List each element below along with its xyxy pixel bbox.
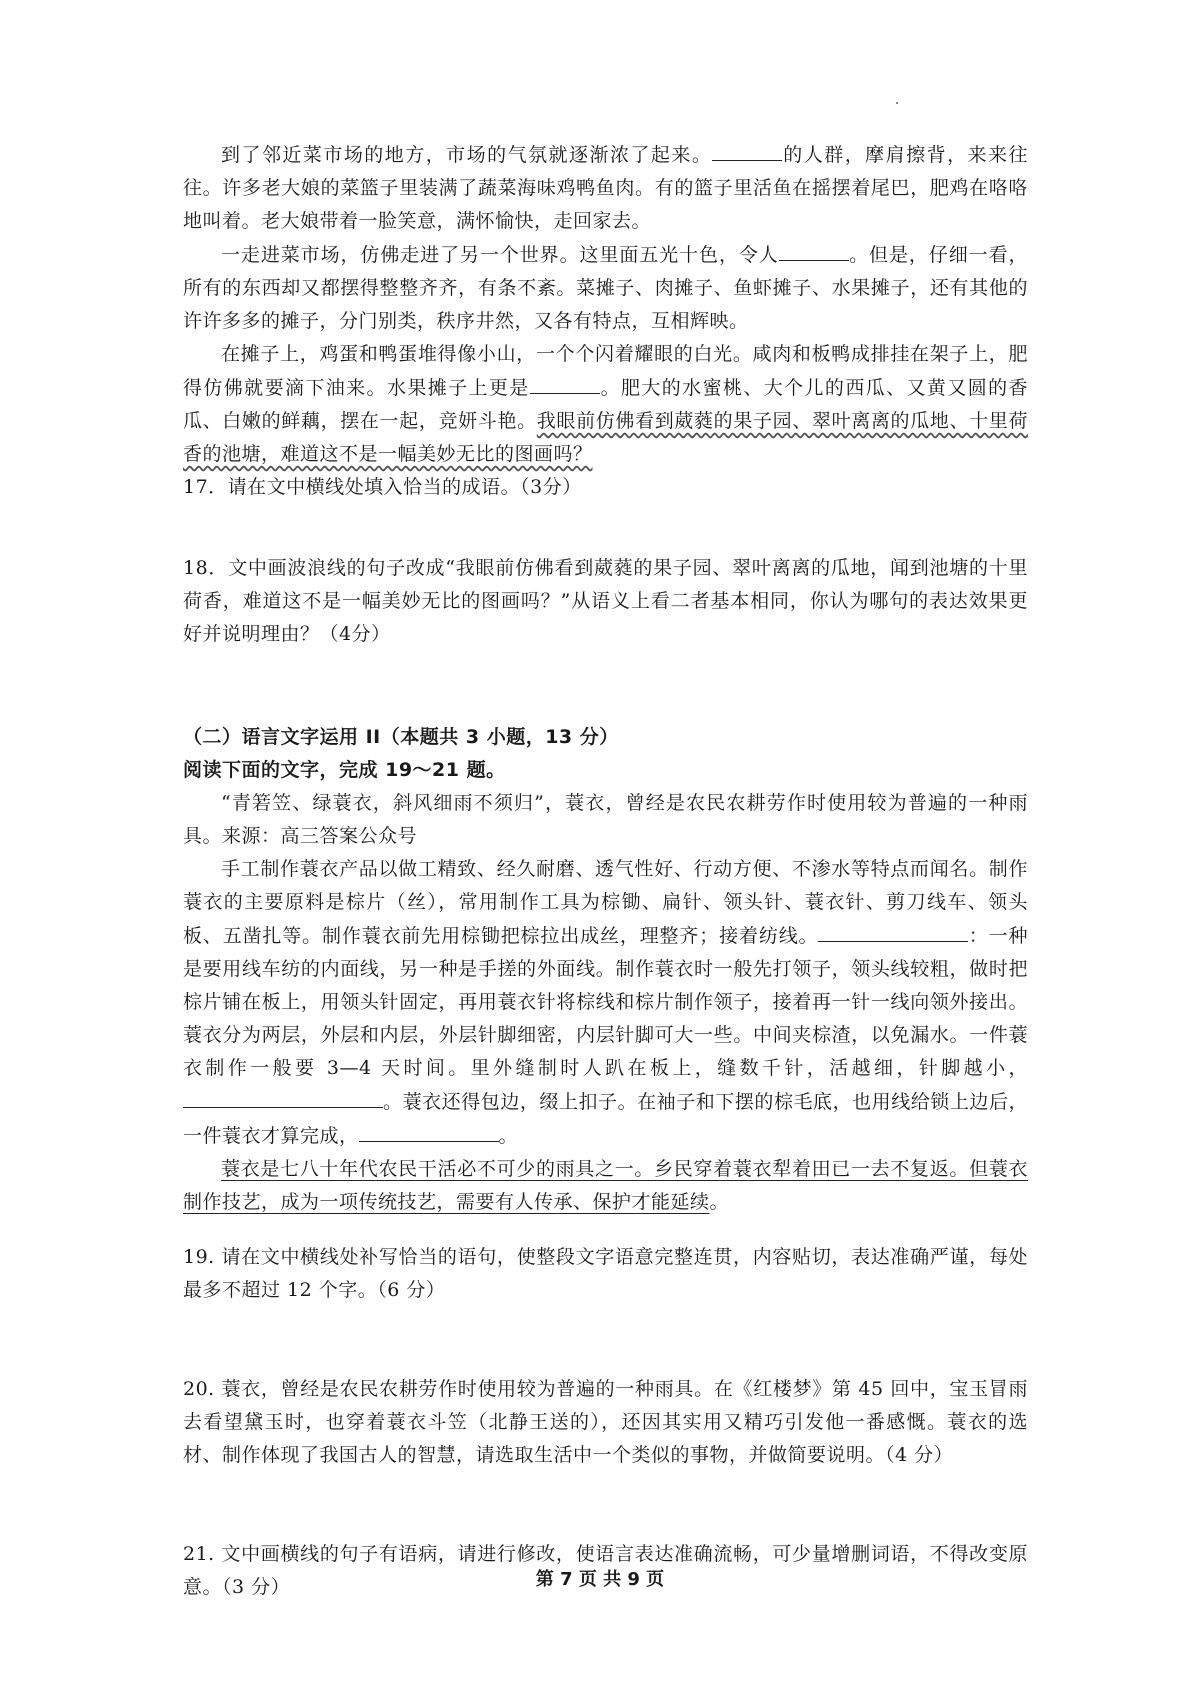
question-17: 17．请在文中横线处填入恰当的成语。（3分） <box>183 476 582 498</box>
passage2-para2-start: 手工制作蓑衣产品以做工精致、经久耐磨、透气性好、行动方便、不渗水等特点而闻名。制作蓑衣的主要原料是棕片（丝），常用制作工具为棕锄、扁针、领头针、蓑衣针、剪刀线车、领头板、五凿扎等。制作蓑衣前先用棕锄把棕拉出成丝，理整齐；接着纺线。 <box>183 858 1028 947</box>
answer-space-20 <box>183 1472 1028 1538</box>
passage1-para2-start: 一走进菜市场，仿佛走进了另一个世界。这里面五光十色，令人 <box>221 244 779 266</box>
question-21: 21. 文中画横线的句子有语病，请进行修改，使语言表达准确流畅，可少量增删词语，不得改变原意。（3 分） <box>183 1543 1028 1598</box>
passage1-paragraph-1 <box>183 138 1028 238</box>
answer-blank-19b <box>183 1085 383 1108</box>
passage1-para2-rest: 。但是，仔细一看，所有的东西却又都摆得整整齐齐，有条不紊。菜摊子、肉摊子、鱼虾摊子、水果摊子，还有其他的许许多多的摊子，分门别类，秩序井然，又各有特点，互相辉映。 <box>183 244 1028 332</box>
passage2-paragraph-1: “青箬笠、绿蓑衣，斜风细雨不须归”，蓑衣，曾经是农民农耕劳作时使用较为普遍的一种雨具。来源：高三答案公众号 <box>183 792 1028 847</box>
exam-page-content <box>183 138 1028 1604</box>
question-19: 19. 请在文中横线处补写恰当的语句，使整段文字语意完整连贯，内容贴切，表达准确严谨，每处最多不超过 12 个字。（6 分） <box>183 1246 1028 1301</box>
passage2-paragraph-3 <box>183 1153 1028 1219</box>
passage1-paragraph-3 <box>183 338 1028 471</box>
section-2-instruction: 阅读下面的文字，完成 19～21 题。 <box>183 759 506 781</box>
answer-blank-19c <box>359 1119 499 1142</box>
answer-space-17 <box>183 504 1028 552</box>
passage2-para2-middle: ：一种是要用线车纺的内面线，另一种是手搓的外面线。制作蓑衣时一般先打领子，领头线较粗，做时把棕片铺在板上，用领头针固定，再用蓑衣针将棕线和棕片制作领子，接着再一针一线向领外接出。蓑衣分为两层，外层和内层，外层针脚细密，内层针脚可大一些。中间夹棕渣，以免漏水。一件蓑衣制作一般要 3—4 天时间。里外缝制时人趴在板上，缝数千针，活越细，针脚越小， <box>183 925 1028 1079</box>
passage1-paragraph-2 <box>183 238 1028 338</box>
passage2-paragraph-2 <box>183 853 1028 1153</box>
scan-speck <box>896 102 898 104</box>
passage1-para1-start: 到了邻近菜市场的地方，市场的气氛就逐渐浓了起来。 <box>221 144 713 166</box>
question-20: 20. 蓑衣，曾经是农民农耕劳作时使用较为普遍的一种雨具。在《红楼梦》第 45 回中，宝玉冒雨去看望黛玉时，也穿着蓑衣斗笠（北静王送的），还因其实用又精巧引发他一番感慨。蓑衣的选材、制作体现了我国古人的智慧，请选取生活中一个类似的事物，并做简要说明。（4 分） <box>183 1378 1028 1466</box>
passage1-para3-start: 在摊子上，鸡蛋和鸭蛋堆得像小山，一个个闪着耀眼的白光。咸肉和板鸭成排挂在架子上，肥得仿佛就要滴下油来。水果摊子上更是 <box>183 343 1028 399</box>
section-2-heading: （二）语言文字运用 II（本题共 3 小题，13 分） <box>183 726 619 748</box>
passage2-para3-end: 。 <box>709 1191 730 1213</box>
answer-blank-1 <box>712 138 782 161</box>
passage2-para2-late: 。蓑衣还得包边，缀上扣子。在袖子和下摆的棕毛底，也用线给锁上边后，一件蓑衣才算完成， <box>183 1091 1028 1147</box>
underlined-faulty-sentence: 蓑衣是七八十年代农民干活必不可少的雨具之一。乡民穿着蓑衣犁着田已一去不复返。但蓑衣制作技艺，成为一项传统技艺，需要有人传承、保护才能延续 <box>183 1158 1028 1213</box>
passage1-para1-rest: 的人群，摩肩擦背，来来往往。许多老大娘的菜篮子里装满了蔬菜海味鸡鸭鱼肉。有的篮子里活鱼在摇摆着尾巴，肥鸡在咯咯地叫着。老大娘带着一脸笑意，满怀愉快，走回家去。 <box>183 144 1028 232</box>
question-18: 18．文中画波浪线的句子改成“我眼前仿佛看到葳蕤的果子园、翠叶离离的瓜地，闻到池塘的十里荷香，难道这不是一幅美妙无比的图画吗？”从语义上看二者基本相同，你认为哪句的表达效果更好并说明理由？（4分） <box>183 557 1028 645</box>
passage2-para2-end: 。 <box>498 1125 519 1147</box>
answer-space-19 <box>183 1307 1028 1373</box>
spacer-before-19 <box>183 1219 1028 1241</box>
answer-blank-2 <box>779 238 849 261</box>
answer-space-18 <box>183 651 1028 721</box>
wavy-underlined-sentence: 我眼前仿佛看到葳蕤的果子园、翠叶离离的瓜地、十里荷香的池塘，难道这不是一幅美妙无比的图画吗？ <box>183 410 1028 465</box>
answer-blank-3 <box>530 371 600 394</box>
page-number-footer: 第 7 页 共 9 页 <box>535 1569 665 1590</box>
answer-blank-19a <box>818 919 968 942</box>
passage1-para3-mid: 。肥大的水蜜桃、大个儿的西瓜、又黄又圆的香瓜、白嫩的鲜藕，摆在一起，竞妍斗艳。 <box>183 377 1028 432</box>
